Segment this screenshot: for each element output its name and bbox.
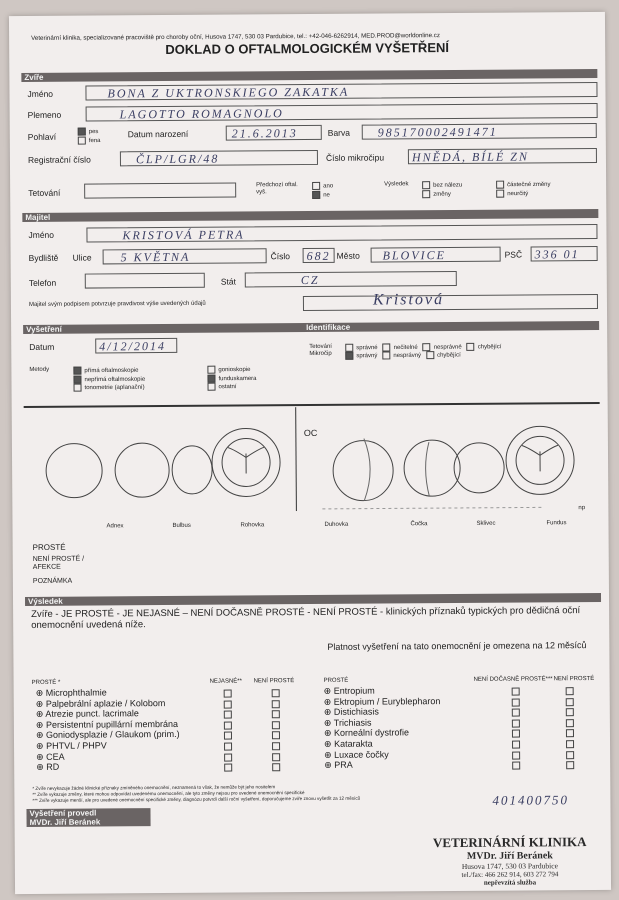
label-state: Stát — [220, 276, 236, 287]
disease-right-4: ⊕ Korneální dystrofie — [323, 727, 410, 739]
label-street: Ulice — [72, 252, 92, 263]
section-exam: Vyšetření — [23, 323, 307, 334]
prev-no: ne — [323, 192, 330, 199]
label-color: Barva — [327, 127, 351, 138]
result-checkbox-r2-c2[interactable] — [512, 709, 520, 717]
footnote-1: * Zvíře nevykazuje žádné klinické příznaky zmíněného onemocnění, neznamená to však, že nemůže být jeho nositelem — [32, 784, 276, 791]
label-chip: Číslo mikročipu — [325, 152, 385, 163]
prev-yes-checkbox[interactable] — [312, 182, 320, 190]
label-fundus: Fundus — [546, 520, 567, 527]
tattoo-ok-checkbox[interactable] — [345, 344, 353, 352]
np-label: np — [578, 505, 586, 512]
left-head-affected: NENÍ PROSTÉ — [253, 678, 295, 685]
label-tattoo: Tetování — [28, 187, 61, 198]
chip-missing: chybějící — [437, 352, 461, 359]
label-breed: Plemeno — [27, 109, 62, 120]
label-reg: Registrační číslo — [27, 154, 91, 165]
disease-left-0: ⊕ Microphthalmie — [35, 687, 107, 698]
disease-right-2: ⊕ Distichiasis — [323, 706, 379, 718]
label-iris: Duhovka — [324, 521, 349, 528]
result-checkbox-grid — [9, 12, 605, 16]
result-checkbox-r5-c2[interactable] — [512, 741, 520, 749]
result-checkbox-r2-c3[interactable] — [566, 708, 574, 716]
ident-chip-options — [345, 351, 460, 360]
examiner-label: Vyšetření provedl — [29, 808, 97, 818]
label-adnex: Adnex — [106, 523, 124, 530]
result-4-checkbox[interactable] — [496, 189, 504, 197]
result-3: částečné změny — [507, 181, 551, 189]
section-examiner — [26, 808, 150, 827]
document-title: DOKLAD O OFTALMOLOGICKÉM VYŠETŘENÍ — [165, 40, 450, 57]
result-2-checkbox[interactable] — [422, 190, 430, 198]
label-city: Město — [336, 250, 360, 261]
result-checkbox-r6-c1[interactable] — [272, 753, 280, 761]
disease-left-5: ⊕ PHTVL / PHPV — [36, 740, 107, 751]
result-checkbox-r1-c2[interactable] — [512, 698, 520, 706]
validity-note: Platnost vyšetření na tato onemocnění je omezena na 12 měsíců — [327, 640, 587, 652]
city-value: BLOVICE — [382, 248, 447, 263]
label-dob: Datum narození — [127, 128, 189, 140]
handwritten-chip-number: 401400750 — [492, 792, 569, 808]
right-head-free: PROSTÉ — [323, 677, 349, 684]
label-zip: PSČ — [504, 249, 523, 260]
result-checkbox-r6-c0[interactable] — [224, 753, 232, 761]
result-checkbox-r1-c1[interactable] — [272, 700, 280, 708]
disease-right-5: ⊕ Katarakta — [323, 738, 373, 749]
owner-signature: Kristová — [372, 291, 445, 309]
status-note: POZNÁMKA — [32, 577, 73, 585]
label-phone: Telefon — [28, 277, 57, 288]
zip-value: 336 01 — [534, 247, 580, 262]
method-6: ostatní — [218, 384, 237, 391]
disease-left-2: ⊕ Atrezie punct. lacrimale — [35, 708, 139, 720]
label-exam-date: Datum — [29, 341, 55, 352]
disease-right-7: ⊕ PRA — [324, 759, 353, 771]
result-checkbox-r0-c1[interactable] — [272, 689, 280, 697]
phone-field[interactable] — [85, 273, 205, 289]
diagram-labels — [12, 520, 608, 530]
clinic-stamp — [415, 834, 605, 887]
result-1-checkbox[interactable] — [422, 181, 430, 189]
result-checkbox-r1-c0[interactable] — [224, 700, 232, 708]
result-checkbox-r4-c2[interactable] — [512, 730, 520, 738]
owner-name-value: KRISTOVÁ PETRA — [122, 227, 245, 243]
stamp-address: Husova 1747, 530 03 Pardubice — [461, 861, 558, 871]
disease-left-7: ⊕ RD — [36, 761, 60, 773]
disease-right-1: ⊕ Ektropium / Euryblepharon — [323, 695, 441, 707]
prev-yes: ano — [323, 183, 334, 190]
label-result: Výsledek — [384, 181, 409, 188]
result-checkbox-r0-c3[interactable] — [566, 687, 574, 695]
method-5: funduskamera — [218, 375, 257, 382]
chip-wrong-checkbox[interactable] — [382, 351, 390, 359]
reg-value: ČLP/LGR/48 — [135, 151, 220, 167]
chip-value: HNĚDÁ, BÍLÉ ZN — [411, 149, 529, 165]
state-field[interactable] — [245, 271, 457, 287]
sex-female-checkbox[interactable] — [78, 136, 86, 144]
result-checkbox-r5-c1[interactable] — [272, 742, 280, 750]
tattoo-illegible: nečitelné — [393, 344, 418, 351]
result-checkbox-r0-c2[interactable] — [512, 688, 520, 696]
disease-left-4: ⊕ Goniodysplazie / Glaukom (prim.) — [35, 729, 180, 741]
result-checkbox-r3-c2[interactable] — [512, 719, 520, 727]
label-vitreous: Sklivec — [476, 520, 496, 527]
stamp-phone: tel./fax: 466 262 914, 603 272 794 — [461, 870, 559, 879]
exam-date-value: 4/12/2014 — [99, 339, 166, 354]
section-owner: Majitel — [22, 209, 598, 222]
method-2: nepřímá oftalmoskopie — [84, 376, 146, 383]
method-1-checkbox[interactable] — [73, 367, 81, 375]
eye-diagram — [24, 405, 601, 513]
result-checkbox-r7-c2[interactable] — [512, 762, 520, 770]
sex-male: pes — [88, 129, 99, 136]
ident-labels — [309, 344, 332, 358]
result-checkbox-r4-c1[interactable] — [272, 732, 280, 740]
chip-ok: správný — [356, 353, 378, 360]
result-checkbox-r1-c3[interactable] — [566, 698, 574, 706]
label-number: Číslo — [270, 251, 291, 262]
label-address: Bydliště — [28, 252, 59, 263]
chip-ok-checkbox[interactable] — [345, 352, 353, 360]
methods-col-1 — [73, 366, 145, 392]
result-checkbox-r7-c1[interactable] — [272, 763, 280, 771]
disease-left-1: ⊕ Palpebrální aplazie / Kolobom — [35, 697, 166, 709]
result-options-2 — [496, 180, 550, 198]
disease-left-6: ⊕ CEA — [36, 751, 65, 762]
left-disease-list — [36, 687, 180, 773]
label-prev-exam: Předchozí oftal. vyš. — [256, 182, 298, 196]
result-1: bez nálezu — [433, 182, 463, 189]
result-checkbox-r2-c1[interactable] — [272, 710, 280, 718]
label-lens: Čočka — [410, 521, 428, 528]
right-head-temp: NENÍ DOČASNĚ PROSTÉ*** — [473, 676, 553, 683]
result-checkbox-r6-c3[interactable] — [566, 751, 574, 759]
sex-male-checkbox[interactable] — [78, 128, 86, 136]
result-2: změny — [433, 191, 451, 198]
state-value: CZ — [300, 272, 320, 288]
tattoo-ok: správné — [356, 345, 378, 352]
result-3-checkbox[interactable] — [496, 181, 504, 189]
methods-col-2 — [207, 365, 256, 391]
result-checkbox-r7-c3[interactable] — [566, 761, 574, 769]
result-checkbox-r7-c0[interactable] — [224, 764, 232, 772]
signature-field[interactable] — [303, 294, 598, 311]
disease-left-3: ⊕ Persistentní pupillární membrána — [35, 718, 179, 730]
color-value: 985170002491471 — [377, 124, 498, 140]
tattoo-wrong-checkbox[interactable] — [423, 343, 431, 351]
left-head-unclear: NEJASNÉ** — [209, 678, 242, 685]
method-1: přímá oftalmoskopie — [84, 367, 139, 375]
tattoo-wrong: nesprávné — [433, 344, 462, 351]
status-affected: NENÍ PROSTÉ / AFEKCE — [32, 555, 85, 571]
street-value: 5 KVĚTNA — [120, 249, 191, 265]
status-free: PROSTÉ — [32, 542, 66, 552]
label-sex: Pohlaví — [27, 131, 57, 142]
result-checkbox-r0-c0[interactable] — [224, 690, 232, 698]
label-cornea: Rohovka — [240, 522, 265, 529]
label-bulbus: Bulbus — [172, 522, 191, 529]
ident-chip-label: Mikročip — [309, 350, 332, 358]
tattoo-illegible-checkbox[interactable] — [383, 343, 391, 351]
section-identification: Identifikace — [303, 321, 599, 332]
result-checkbox-r2-c0[interactable] — [224, 711, 232, 719]
stamp-service: nepřevzítá služba — [483, 878, 537, 887]
disease-right-6: ⊕ Luxace čočky — [324, 749, 389, 760]
result-checkbox-r6-c2[interactable] — [512, 751, 520, 759]
result-options-1 — [422, 181, 462, 198]
chip-wrong: nesprávný — [393, 352, 422, 359]
label-name: Jméno — [27, 88, 54, 99]
sex-female: fena — [88, 137, 101, 144]
tattoo-missing-checkbox[interactable] — [467, 343, 475, 351]
animal-name-value: BONA Z UKTRONSKIEGO ZAKATKA — [107, 84, 350, 101]
result-checkbox-r3-c0[interactable] — [224, 721, 232, 729]
breed-value: LAGOTTO ROMAGNOLO — [119, 106, 284, 122]
footnote-3: *** Zvíře vykazuje menší, ale pro uvedené onemocnění specifické změny, diagnózu potvrdí další roční vyšetření, doporučujeme zvíře znovu vyšetřit za 12 měsíců — [32, 795, 361, 803]
result-4: neurčitý — [507, 190, 529, 197]
method-3-checkbox[interactable] — [74, 384, 82, 392]
result-checkbox-r5-c0[interactable] — [224, 743, 232, 751]
method-4-checkbox[interactable] — [207, 366, 215, 374]
section-animal: Zvíře — [21, 69, 597, 82]
disease-right-0: ⊕ Entropium — [323, 685, 375, 696]
result-statement: Zvíře - JE PROSTÉ - JE NEJASNÉ – NENÍ DOČASNĚ PROSTÉ - NENÍ PROSTÉ - klinických příznaků typických pro dědičná oční onemocnění uvedená níže. — [31, 605, 581, 631]
result-checkbox-r4-c3[interactable] — [566, 730, 574, 738]
prev-no-checkbox[interactable] — [312, 191, 320, 199]
left-head-free: PROSTÉ * — [31, 679, 61, 686]
result-checkbox-r3-c3[interactable] — [566, 719, 574, 727]
status-options — [33, 544, 89, 586]
dob-value: 21.6.2013 — [231, 126, 298, 141]
result-checkbox-r3-c1[interactable] — [272, 721, 280, 729]
owner-confirmation: Majitel svým podpisem potvrzuje pravdivost výše uvedených údajů — [28, 300, 206, 308]
method-5-checkbox[interactable] — [207, 374, 215, 382]
method-3: tonometrie (aplanační) — [84, 384, 145, 392]
clinic-info: Veterinární klinika, specializované pracoviště pro choroby oční, Husova 1747, 530 03 Pardubice, tel.: +42-046-6262914, MED.PROD@worldonline.cz — [31, 32, 440, 42]
sex-options — [78, 127, 101, 144]
right-disease-list — [324, 685, 441, 771]
right-head-affected: NENÍ PROSTÉ — [553, 676, 595, 683]
result-checkbox-r5-c3[interactable] — [566, 740, 574, 748]
disease-right-3: ⊕ Trichiasis — [323, 717, 372, 728]
section-result: Výsledek — [25, 593, 601, 606]
method-4: gonioskopie — [218, 366, 251, 374]
footnote-2: ** Zvíře vykazuje změny, které mohou odpovídat uvedenému onemocnění, ale tyto změny nejsou pro uvedené onemocnění specifické — [32, 790, 305, 797]
prev-exam-options — [312, 182, 333, 199]
ident-tattoo-label: Tetování — [309, 343, 332, 351]
label-owner-name: Jméno — [28, 229, 55, 240]
tattoo-missing: chybějící — [477, 344, 502, 351]
right-eye-label: OC — [303, 427, 318, 439]
method-2-checkbox[interactable] — [73, 375, 81, 383]
stamp-title: VETERINÁRNÍ KLINIKA — [432, 834, 587, 851]
stamp-vet: MVDr. Jiří Beránek — [466, 850, 553, 862]
method-6-checkbox[interactable] — [208, 383, 216, 391]
certificate-page — [9, 12, 611, 894]
chip-missing-checkbox[interactable] — [426, 351, 434, 359]
label-methods: Metody — [29, 366, 50, 373]
number-value: 682 — [306, 248, 331, 264]
examiner-name: MVDr. Jiří Beránek — [29, 817, 101, 827]
result-checkbox-r4-c0[interactable] — [224, 732, 232, 740]
tattoo-field[interactable] — [84, 183, 236, 199]
